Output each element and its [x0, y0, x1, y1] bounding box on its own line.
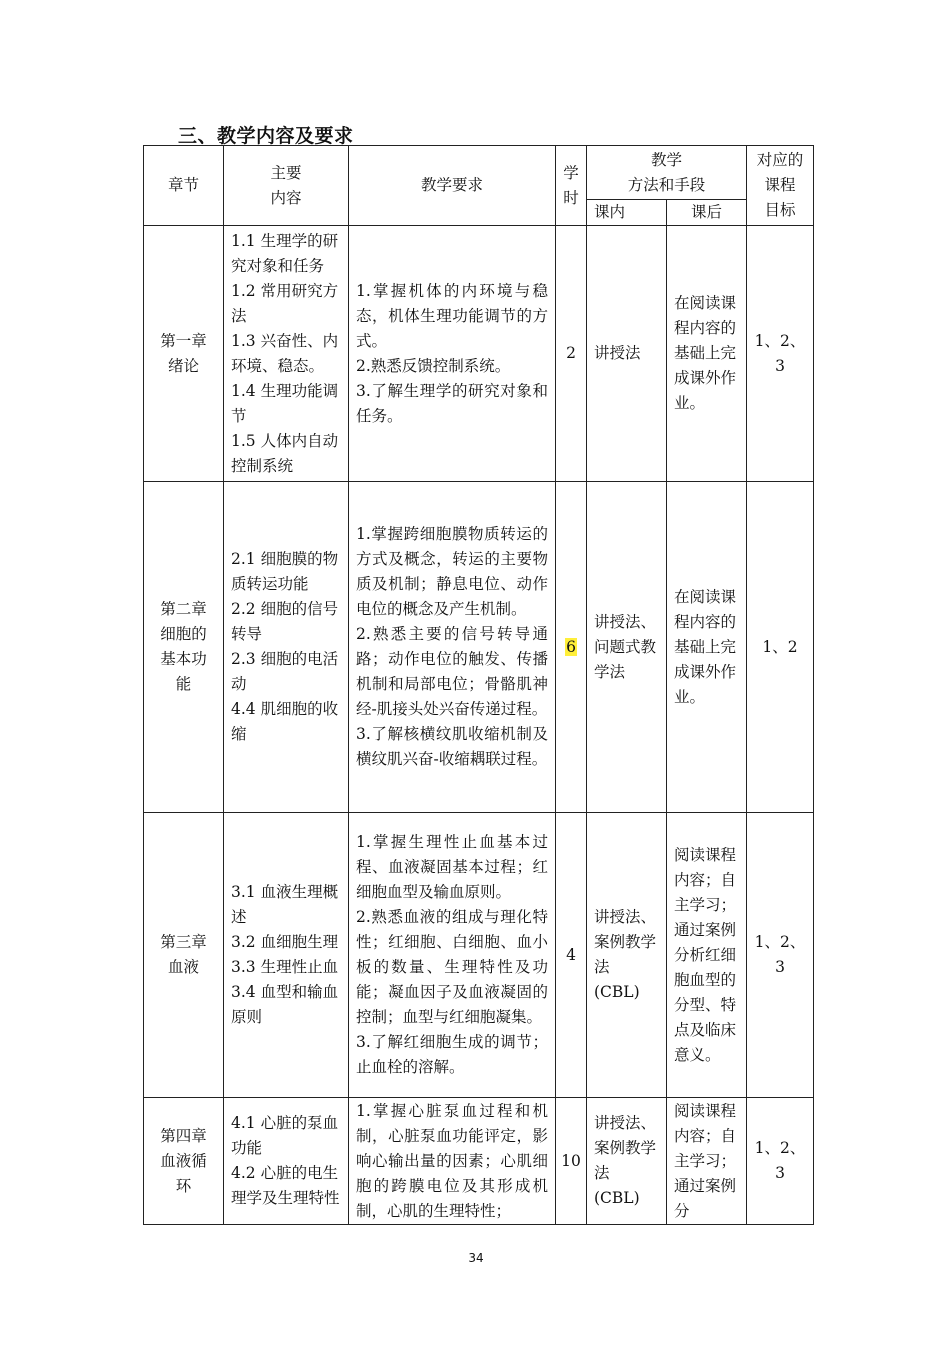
- objectives-cell: 1、2: [747, 482, 814, 813]
- content-item: 3.4 血型和输血原则: [231, 983, 339, 1026]
- content-item: 3.3 生理性止血: [231, 958, 339, 976]
- hours-cell: 10: [556, 1098, 587, 1225]
- section-title: 三、教学内容及要求: [178, 125, 354, 147]
- objectives-cell: 1、2、3: [747, 1098, 814, 1225]
- in-class-cell: 讲授法、案例教学法 (CBL): [587, 1098, 667, 1225]
- content-item: 2.3 细胞的电活动: [231, 650, 339, 693]
- table-row: [144, 482, 814, 813]
- requirement-item: 1.掌握心脏泵血过程和机制，心脏泵血功能评定，影响心输出量的因素；心肌细胞的跨膜电位及其形成机制，心肌的生理特性；: [356, 1101, 548, 1220]
- hours-cell: 4: [556, 813, 587, 1098]
- requirement-cell: [349, 226, 556, 482]
- chapter-cell: 第二章 细胞的 基本功 能: [144, 482, 224, 813]
- content-cell: [224, 813, 349, 1098]
- content-item: 4.4 肌细胞的收缩: [231, 700, 339, 743]
- objectives-cell: 1、2、3: [747, 813, 814, 1098]
- header-in-class: 课内: [587, 200, 667, 226]
- requirement-item: 1.掌握生理性止血基本过程、血液凝固基本过程；红细胞血型及输血原则。: [356, 833, 548, 901]
- header-objectives: 对应的 课程 目标: [747, 146, 814, 226]
- content-item: 1.4 生理功能调节: [231, 381, 339, 425]
- table-row: [144, 813, 814, 1098]
- requirement-item: 1.掌握机体的内环境与稳态，机体生理功能调节的方式。: [356, 281, 548, 350]
- content-item: 2.2 细胞的信号转导: [231, 600, 339, 643]
- requirement-cell: [349, 1098, 556, 1225]
- highlighted-hours: 6: [566, 637, 576, 656]
- content-item: 1.3 兴奋性、内环境、稳态。: [231, 331, 339, 375]
- content-cell: [224, 482, 349, 813]
- table-row: [144, 226, 814, 482]
- chapter-cell: 第一章 绪论: [144, 226, 224, 482]
- requirement-item: 3.了解核横纹肌收缩机制及横纹肌兴奋-收缩耦联过程。: [356, 725, 548, 768]
- content-item: 1.5 人体内自动控制系统: [231, 431, 339, 475]
- syllabus-table: [143, 145, 814, 1225]
- hours-cell: [556, 482, 587, 813]
- in-class-cell: 讲授法: [587, 226, 667, 482]
- header-content: 主要 内容: [224, 146, 349, 226]
- requirement-cell: [349, 482, 556, 813]
- header-row: [144, 146, 814, 200]
- chapter-cell: 第四章 血液循 环: [144, 1098, 224, 1225]
- requirement-item: 1.掌握跨细胞膜物质转运的方式及概念，转运的主要物质及机制；静息电位、动作电位的概念及产生机制。: [356, 525, 548, 618]
- hours-cell: 2: [556, 226, 587, 482]
- after-class-cell: 阅读课程内容；自主学习；通过案例分: [667, 1098, 747, 1225]
- content-item: 4.2 心脏的电生理学及生理特性: [231, 1164, 340, 1207]
- content-item: 2.1 细胞膜的物质转运功能: [231, 550, 339, 593]
- after-class-cell: 在阅读课程内容的基础上完成课外作业。: [667, 482, 747, 813]
- content-item: 3.1 血液生理概述: [231, 883, 339, 926]
- after-class-cell: 阅读课程内容；自主学习；通过案例分析红细胞血型的分型、特点及临床意义。: [667, 813, 747, 1098]
- header-methods: 教学 方法和手段: [587, 146, 747, 200]
- content-item: 3.2 血细胞生理: [231, 933, 339, 951]
- content-item: 1.2 常用研究方法: [231, 281, 339, 325]
- requirement-item: 3.了解红细胞生成的调节；止血栓的溶解。: [356, 1033, 548, 1076]
- objectives-cell: 1、2、3: [747, 226, 814, 482]
- requirement-item: 3.了解生理学的研究对象和任务。: [356, 381, 548, 425]
- requirement-item: 2.熟悉主要的信号转导通路；动作电位的触发、传播机制和局部电位；骨骼肌神经-肌接头处兴奋传递过程。: [356, 625, 548, 718]
- content-cell: [224, 226, 349, 482]
- in-class-cell: 讲授法、案例教学法 (CBL): [587, 813, 667, 1098]
- content-item: 4.1 心脏的泵血功能: [231, 1114, 339, 1157]
- content-item: 1.1 生理学的研究对象和任务: [231, 231, 339, 275]
- table-row: [144, 1098, 814, 1225]
- requirement-item: 2.熟悉反馈控制系统。: [356, 356, 511, 375]
- chapter-cell: 第三章 血液: [144, 813, 224, 1098]
- page-number: 34: [468, 1251, 484, 1265]
- requirement-item: 2.熟悉血液的组成与理化特性；红细胞、白细胞、血小板的数量、生理特性及功能；凝血因子及血液凝固的控制；血型与红细胞凝集。: [356, 908, 548, 1026]
- in-class-cell: 讲授法、问题式教学法: [587, 482, 667, 813]
- content-cell: [224, 1098, 349, 1225]
- after-class-cell: 在阅读课程内容的基础上完成课外作业。: [667, 226, 747, 482]
- header-requirement: 教学要求: [349, 146, 556, 226]
- requirement-cell: [349, 813, 556, 1098]
- header-hours: 学 时: [556, 146, 587, 226]
- header-chapter: 章节: [144, 146, 224, 226]
- header-after-class: 课后: [667, 200, 747, 226]
